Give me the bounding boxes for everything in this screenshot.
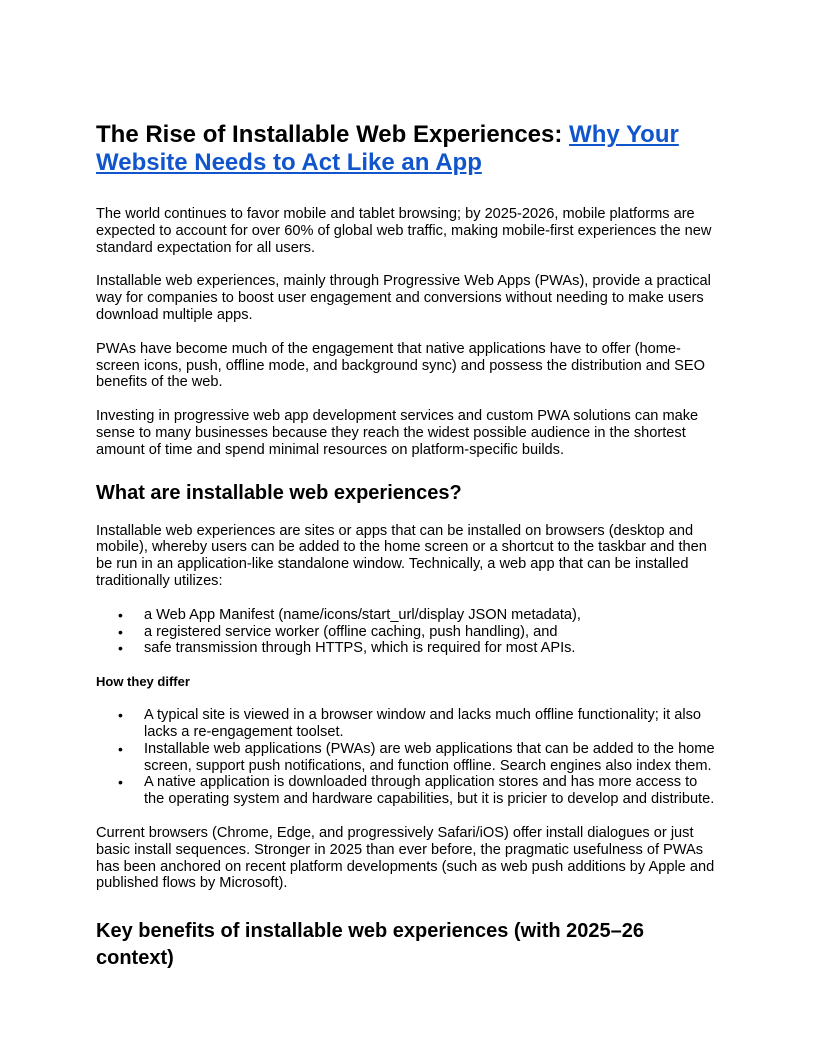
title-link[interactable]: Why Your Website Needs to Act Like an App [96,121,679,176]
section-heading-what-are: What are installable web experiences? [96,481,462,504]
requirements-list [96,607,720,657]
list-item: • A typical site is viewed in a browser window and lacks much offline functionality; it also lacks a re-engagement toolset. [118,707,701,740]
list-item: • safe transmission through HTTPS, which is required for most APIs. [118,640,576,657]
bullet-icon: • [118,707,123,724]
list-item: • a Web App Manifest (name/icons/start_url/display JSON metadata), [118,606,581,623]
bullet-icon: • [118,623,123,640]
article-body [96,121,720,972]
bullet-icon: • [118,606,123,623]
differences-list [96,707,720,808]
bullet-icon: • [118,774,123,791]
article-title [96,121,720,177]
list-item: • a registered service worker (offline caching, push handling), and [118,623,558,640]
title-plain: The Rise of Installable Web Experiences: [96,121,570,148]
section1-closing-paragraph: Current browsers (Chrome, Edge, and progressively Safari/iOS) offer install dialogues or just basic install sequences. Stronger in 2025 than ever before, the pragmatic usefulness of PWAs has been anchored on recent platform developments (such as web push additions by Apple and published flows by Microsoft). [96,824,715,892]
subheading-how-they-differ: How they differ [96,674,190,690]
intro-paragraph-4: Investing in progressive web app development services and custom PWA solutions can make sense to many businesses because they reach the widest possible audience in the shortest amount of time and spend minimal resources on platform-specific builds. [96,408,699,458]
section-heading-key-benefits: Key benefits of installable web experiences (with 2025–26 context) [96,920,644,970]
intro-paragraph-2: Installable web experiences, mainly through Progressive Web Apps (PWAs), provide a practical way for companies to boost user engagement and conversions without needing to make users download multiple apps. [96,273,711,323]
intro-paragraph-3: PWAs have become much of the engagement that native applications have to offer (home-screen icons, push, offline mode, and background sync) and possess the distribution and SEO benefits of the web. [96,340,705,391]
section1-paragraph: Installable web experiences are sites or apps that can be installed on browsers (desktop and mobile), whereby users can be added to the home screen or a shortcut to the taskbar and then be run in an application-like standalone window. Technically, a web app that can be installed traditionally utilizes: [96,522,707,589]
list-item: • A native application is downloaded through application stores and has more access to the operating system and hardware capabilities, but it is pricier to develop and distribute. [118,774,715,808]
bullet-icon: • [118,640,123,657]
list-item: • Installable web applications (PWAs) are web applications that can be added to the home screen, support push notifications, and function offline. Search engines also index them. [118,740,715,774]
intro-paragraph-1: The world continues to favor mobile and tablet browsing; by 2025-2026, mobile platforms are expected to account for over 60% of global web traffic, making mobile-first experiences the new standard expectation for all users. [96,206,712,256]
bullet-icon: • [118,740,123,757]
